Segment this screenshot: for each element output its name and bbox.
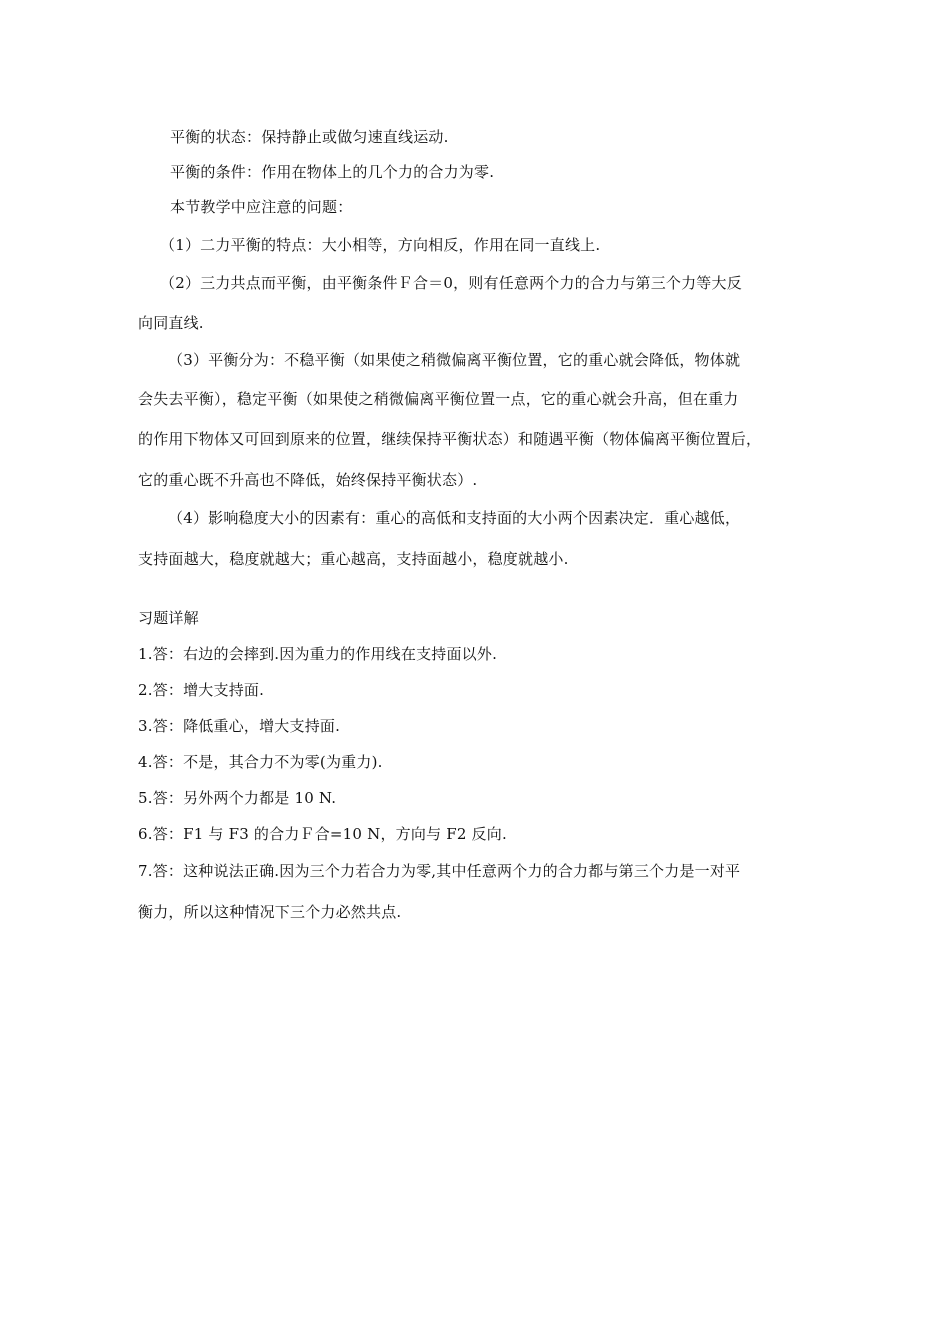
note-4-line-1: （4）影响稳度大小的因素有：重心的高低和支持面的大小两个因素决定．重心越低， bbox=[168, 509, 741, 527]
answer-4: 4.答：不是，其合力不为零(为重力). bbox=[138, 753, 383, 771]
note-3-line-3: 的作用下物体又可回到原来的位置，继续保持平衡状态）和随遇平衡（物体偏离平衡位置后， bbox=[138, 430, 762, 448]
note-2-line-1: （2）三力共点而平衡，由平衡条件Ｆ合＝0，则有任意两个力的合力与第三个力等大反 bbox=[160, 274, 742, 292]
exercises-heading: 习题详解 bbox=[138, 609, 199, 627]
equilibrium-state-text: 平衡的状态：保持静止或做匀速直线运动. bbox=[170, 128, 449, 146]
note-3-line-4: 它的重心既不升高也不降低，始终保持平衡状态）. bbox=[138, 471, 478, 489]
answer-1: 1.答：右边的会摔到.因为重力的作用线在支持面以外. bbox=[138, 645, 498, 663]
answer-6: 6.答：F1 与 F3 的合力Ｆ合=10 N，方向与 F2 反向. bbox=[138, 825, 507, 843]
note-2-line-2: 向同直线. bbox=[138, 314, 204, 332]
equilibrium-condition-text: 平衡的条件：作用在物体上的几个力的合力为零. bbox=[170, 163, 495, 181]
answer-7-line-1: 7.答：这种说法正确.因为三个力若合力为零,其中任意两个力的合力都与第三个力是一对平 bbox=[138, 862, 741, 880]
note-1-text: （1）二力平衡的特点：大小相等，方向相反，作用在同一直线上. bbox=[160, 236, 601, 254]
note-4-line-2: 支持面越大，稳度就越大；重心越高，支持面越小，稳度就越小. bbox=[138, 550, 569, 568]
answer-3: 3.答：降低重心，增大支持面. bbox=[138, 717, 341, 735]
teaching-notes-heading: 本节教学中应注意的问题： bbox=[170, 198, 353, 216]
answer-7-line-2: 衡力，所以这种情况下三个力必然共点. bbox=[138, 903, 402, 921]
answer-2: 2.答：增大支持面. bbox=[138, 681, 265, 699]
note-3-line-2: 会失去平衡），稳定平衡（如果使之稍微偏离平衡位置一点，它的重心就会升高，但在重力 bbox=[138, 390, 739, 408]
note-3-line-1: （3）平衡分为：不稳平衡（如果使之稍微偏离平衡位置，它的重心就会降低，物体就 bbox=[168, 351, 741, 369]
answer-5: 5.答：另外两个力都是 10 N. bbox=[138, 789, 337, 807]
